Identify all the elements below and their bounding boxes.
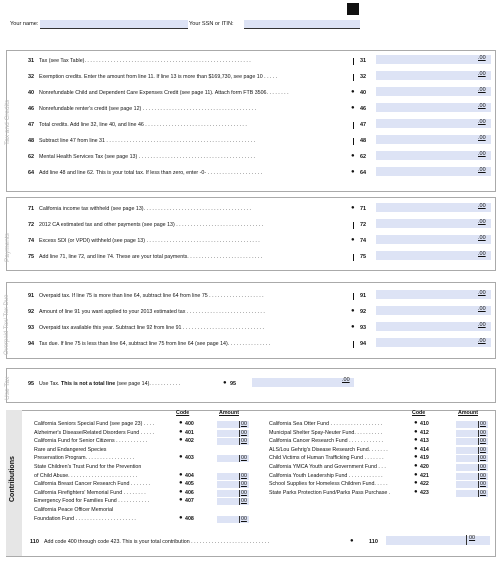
line-71-text: California income tax withheld (see page 13). . . . . . . . . . . . . . . . . . . . . . . . . . . . . . . . . . . . . — [39, 206, 251, 212]
tax-section-title: Tax and Credits — [4, 99, 11, 145]
bullet-icon: ● — [223, 380, 227, 386]
line-47-amount: .00 — [478, 119, 486, 125]
bullet-icon: ● — [351, 105, 355, 111]
contribution-amount: 00 — [480, 472, 486, 479]
contribution-code: 410 — [420, 421, 429, 427]
contribution-divider — [239, 455, 240, 462]
line-92-amount-field[interactable] — [376, 306, 491, 315]
line-47-number: 47 — [28, 122, 35, 128]
line-93-number: 93 — [28, 325, 35, 331]
bullet-icon: ● — [351, 237, 355, 243]
bullet-icon: ● — [414, 437, 418, 444]
ssn-label: Your SSN or ITIN: — [189, 21, 234, 27]
line-72-amount-field[interactable] — [376, 219, 491, 228]
contribution-name: State Parks Protection Fund/Parks Pass Purchase . — [269, 489, 391, 496]
bullet-icon: ● — [179, 420, 183, 426]
divider-bar-icon — [353, 254, 354, 261]
contribution-name: Preservation Program. . . . . . . . . . . . . . . . . — [34, 455, 135, 462]
line-46-amount: .00 — [478, 103, 486, 109]
line-62-text: Mental Health Services Tax (see page 13) . . . . . . . . . . . . . . . . . . . . . . . . . . . . . . . . . . . . . . . . — [39, 154, 255, 160]
contribution-code: 419 — [420, 455, 429, 462]
line-95-amount-field[interactable] — [252, 378, 354, 387]
line-110-text: Add code 400 through code 423. This is your total contribution . . . . . . . . . . . . . . . . . . . . . . . . . . . — [44, 539, 270, 545]
bullet-icon: ● — [179, 497, 183, 504]
divider-bar-icon — [353, 222, 354, 229]
contribution-name: California Youth Leadership Fund . . . . . . . . . . . . — [269, 472, 383, 479]
contribution-amount: 00 — [241, 481, 247, 488]
line-71-ref: 71 — [360, 206, 367, 212]
line-71-amount-field[interactable] — [376, 203, 491, 212]
line-64-number: 64 — [28, 170, 35, 176]
contribution-code: 413 — [420, 438, 429, 445]
contribution-code: 406 — [185, 489, 194, 496]
line-110-ref: 110 — [369, 539, 378, 545]
contribution-name: California Firefighters' Memorial Fund . . . . . . . . — [34, 489, 146, 496]
line-91-amount: .00 — [478, 290, 486, 296]
contribution-amount: 00 — [241, 515, 247, 522]
line-32-text: Exemption credits. Enter the amount from line 11. If line 13 is more than $169,730, see page 10 . . . . . — [39, 74, 278, 80]
line-46-amount-field[interactable] — [376, 103, 491, 112]
contribution-name: California Sea Otter Fund . . . . . . . . . . . . . . . . . . — [269, 421, 383, 427]
contribution-divider — [478, 447, 479, 454]
right-amount-header: Amount — [458, 410, 479, 416]
contribution-divider — [478, 421, 479, 428]
bullet-icon: ● — [414, 463, 418, 469]
line-64-amount: .00 — [478, 167, 486, 173]
bullet-icon: ● — [351, 89, 355, 95]
line-95-ref: 95 — [230, 381, 237, 387]
contribution-code: 423 — [420, 489, 429, 496]
line-40-text: Nonrefundable Child and Dependent Care Expenses Credit (see page 11). Attach form FTB 3506. . . . . . . . — [39, 90, 289, 96]
bullet-icon: ● — [351, 153, 355, 159]
contribution-divider — [478, 455, 479, 462]
contribution-name: California Seniors Special Fund (see page 23) . . . . — [34, 421, 155, 427]
bullet-icon: ● — [179, 480, 183, 487]
contribution-name: State Children's Trust Fund for the Prevention — [34, 464, 142, 470]
contribution-divider — [239, 421, 240, 428]
line-95-text-a: Use Tax. — [39, 381, 60, 387]
bullet-icon: ● — [350, 538, 354, 544]
line-31-ref: 31 — [360, 58, 367, 64]
line-62-amount-field[interactable] — [376, 151, 491, 160]
contribution-amount: 00 — [241, 498, 247, 505]
contribution-name: Municipal Shelter Spay-Neuter Fund. . . . . . . . . . — [269, 429, 383, 436]
contribution-name: ALS/Lou Gehrig's Disease Research Fund. . . . . . . — [269, 446, 388, 453]
line-72-text: 2012 CA estimated tax and other payments (see page 13) . . . . . . . . . . . . . . . . . . . . . . . . . . . . . . — [39, 222, 264, 228]
contribution-name: California Breast Cancer Research Fund . . . . . . . — [34, 481, 150, 488]
line-95-text — [39, 381, 180, 388]
contribution-code: 408 — [185, 515, 194, 522]
payments-section-title: Payments — [4, 233, 11, 262]
bullet-icon: ● — [414, 480, 418, 487]
contribution-divider — [239, 498, 240, 505]
line-40-number: 40 — [28, 90, 35, 96]
line-74-ref: 74 — [360, 238, 367, 244]
contribution-name: California Fund for Senior Citizens . . . . . . . . . . . — [34, 438, 148, 445]
contribution-amount: 00 — [480, 489, 486, 496]
contribution-name: California Peace Officer Memorial — [34, 507, 114, 513]
left-amount-header: Amount — [219, 410, 240, 416]
barcode-square — [347, 3, 359, 15]
line-75-ref: 75 — [360, 254, 367, 260]
contribution-divider — [478, 473, 479, 480]
contributions-title: Contributions — [9, 456, 16, 502]
bullet-icon: ● — [179, 471, 183, 478]
contribution-divider — [478, 438, 479, 445]
line-91-ref: 91 — [360, 293, 367, 299]
use-tax-section-title: Use Tax — [4, 376, 11, 400]
contribution-divider — [239, 473, 240, 480]
contribution-code: 407 — [185, 498, 194, 505]
contribution-name: Foundation Fund . . . . . . . . . . . . . . . . . . . . . — [34, 515, 136, 522]
line-47-text: Total credits. Add line 32, line 40, and line 46 . . . . . . . . . . . . . . . . . . . . . . . . . . . . . . . . . . . — [39, 122, 247, 128]
contribution-divider — [478, 481, 479, 488]
contribution-divider — [239, 430, 240, 437]
line-94-ref: 94 — [360, 341, 367, 347]
bullet-icon: ● — [179, 488, 183, 495]
overpaid-section-title: Overpaid Tax/ Tax Due — [4, 294, 10, 355]
divider-bar-icon — [353, 293, 354, 300]
line-110-divider — [466, 535, 467, 545]
line-46-text: Nonrefundable renter's credit (see page 12) . . . . . . . . . . . . . . . . . . . . . . . . . . . . . . . . . . . . . . . — [39, 106, 257, 112]
line-48-amount-field[interactable] — [376, 135, 491, 144]
line-94-number: 94 — [28, 341, 35, 347]
line-64-text: Add line 48 and line 62. This is your total tax. If less than zero, enter -0- . . . . . . . . . . . . . . . . . . . — [39, 170, 263, 176]
bullet-icon: ● — [351, 205, 355, 211]
line-74-number: 74 — [28, 238, 35, 244]
contribution-code: 412 — [420, 429, 429, 436]
bullet-icon: ● — [179, 428, 183, 435]
line-40-amount-field[interactable] — [376, 87, 491, 96]
bullet-icon: ● — [414, 420, 418, 426]
line-48-ref: 48 — [360, 138, 367, 144]
bullet-icon: ● — [179, 514, 183, 521]
line-75-amount-field[interactable] — [376, 251, 491, 260]
line-71-amount: .00 — [478, 203, 486, 209]
contribution-name: Child Victims of Human Trafficking Fund . . . . . . . — [269, 455, 384, 462]
bullet-icon: ● — [351, 324, 355, 330]
contribution-amount: 00 — [241, 489, 247, 496]
line-72-amount: .00 — [478, 219, 486, 225]
line-93-text: Overpaid tax available this year. Subtract line 92 from line 91 . . . . . . . . . . . . . . . . . . . . . . . . . . . . — [39, 325, 264, 331]
line-46-ref: 46 — [360, 106, 367, 112]
contribution-name: California YMCA Youth and Government Fund . . . — [269, 464, 386, 470]
bullet-icon: ● — [414, 445, 418, 452]
contribution-name: of Child Abuse. . . . . . . . . . . . . . . . . . . . . . . . — [34, 472, 138, 479]
contribution-amount: 00 — [241, 429, 247, 436]
line-72-ref: 72 — [360, 222, 367, 228]
contribution-code: 401 — [185, 429, 194, 436]
ssn-field[interactable] — [244, 20, 360, 28]
line-74-amount: .00 — [478, 235, 486, 241]
contribution-divider — [239, 490, 240, 497]
contribution-code: 414 — [420, 446, 429, 453]
bullet-icon: ● — [414, 471, 418, 478]
contribution-divider — [478, 464, 479, 471]
divider-bar-icon — [353, 341, 354, 348]
line-74-amount-field[interactable] — [376, 235, 491, 244]
line-47-amount-field[interactable] — [376, 119, 491, 128]
line-92-ref: 92 — [360, 309, 367, 315]
contribution-code: 405 — [185, 481, 194, 488]
line-32-amount-field[interactable] — [376, 71, 491, 80]
line-92-number: 92 — [28, 309, 35, 315]
ssn-underline — [244, 28, 360, 29]
right-code-header: Code — [412, 410, 426, 416]
line-93-amount: .00 — [478, 322, 486, 328]
contribution-amount: 00 — [480, 438, 486, 445]
line-93-amount-field[interactable] — [376, 322, 491, 331]
contribution-divider — [239, 516, 240, 523]
contribution-amount: 00 — [241, 472, 247, 479]
divider-bar-icon — [353, 138, 354, 145]
line-48-amount: .00 — [478, 135, 486, 141]
line-110-number: 110 — [30, 539, 39, 545]
line-48-text: Subtract line 47 from line 31 . . . . . . . . . . . . . . . . . . . . . . . . . . . . . . . . . . . . . . . . . . . . . . . . . . . — [39, 138, 256, 144]
line-31-text: Tax (see Tax Table). . . . . . . . . . . . . . . . . . . . . . . . . . . . . . . . . . . . . . . . . . . . . . . . . . . . . . . . . — [39, 58, 251, 64]
divider-bar-icon — [353, 58, 354, 65]
contribution-code: 422 — [420, 481, 429, 488]
contribution-name: Rare and Endangered Species — [34, 446, 107, 453]
contribution-divider — [478, 430, 479, 437]
contribution-name: California Cancer Research Fund . . . . . . . . . . . . — [269, 438, 383, 445]
line-40-ref: 40 — [360, 90, 367, 96]
contribution-divider — [239, 481, 240, 488]
line-92-amount: .00 — [478, 306, 486, 312]
contribution-divider — [478, 490, 479, 497]
line-62-number: 62 — [28, 154, 35, 160]
line-62-ref: 62 — [360, 154, 367, 160]
contribution-code: 403 — [185, 455, 194, 462]
bullet-icon: ● — [414, 454, 418, 461]
bullet-icon: ● — [414, 428, 418, 435]
line-91-text: Overpaid tax. If line 75 is more than line 64, subtract line 64 from line 75 . . . . . . . . . . . . . . . . . . . — [39, 293, 264, 299]
line-48-number: 48 — [28, 138, 35, 144]
left-code-header: Code — [176, 410, 190, 416]
contribution-code: 402 — [185, 438, 194, 445]
line-95-text-b: This is not a total line — [61, 381, 116, 387]
line-32-ref: 32 — [360, 74, 367, 80]
line-75-number: 75 — [28, 254, 35, 260]
name-underline — [40, 28, 188, 29]
line-95-number: 95 — [28, 381, 35, 387]
divider-bar-icon — [353, 122, 354, 129]
line-75-text: Add line 71, line 72, and line 74. These are your total payments. . . . . . . . . . . . . . . . . . . . . . . . . . — [39, 254, 263, 260]
contribution-code: 400 — [185, 421, 194, 427]
contribution-code: 421 — [420, 472, 429, 479]
contribution-name: Emergency Food for Families Fund . . . . . . . . . . . — [34, 498, 150, 505]
bullet-icon: ● — [179, 437, 183, 444]
contribution-amount: 00 — [480, 421, 486, 427]
line-92-text: Amount of line 91 you want applied to your 2013 estimated tax . . . . . . . . . . . . . . . . . . . . . . . . . . . — [39, 309, 265, 315]
line-32-amount: .00 — [478, 71, 486, 77]
line-93-ref: 93 — [360, 325, 367, 331]
bullet-icon: ● — [351, 308, 355, 314]
line-46-number: 46 — [28, 106, 35, 112]
contribution-amount: 00 — [480, 464, 486, 470]
line-32-number: 32 — [28, 74, 35, 80]
contribution-divider — [239, 438, 240, 445]
line-91-number: 91 — [28, 293, 35, 299]
line-31-amount-field[interactable] — [376, 55, 491, 64]
contribution-amount: 00 — [480, 455, 486, 462]
name-field[interactable] — [40, 20, 188, 28]
name-label: Your name: — [10, 21, 39, 27]
line-47-ref: 47 — [360, 122, 367, 128]
line-94-text: Tax due. If line 75 is less than line 64, subtract line 75 from line 64 (see page 14). . . . . . . . . . . . . . . — [39, 341, 271, 347]
contribution-amount: 00 — [480, 429, 486, 436]
line-64-ref: 64 — [360, 170, 367, 176]
divider-bar-icon — [353, 74, 354, 81]
line-75-amount: .00 — [478, 251, 486, 257]
bullet-icon: ● — [179, 454, 183, 461]
line-72-number: 72 — [28, 222, 35, 228]
line-40-amount: .00 — [478, 87, 486, 93]
line-95-text-c: (see page 14). . . . . . . . . . . — [116, 381, 181, 387]
line-71-number: 71 — [28, 206, 35, 212]
contribution-code: 420 — [420, 464, 429, 470]
line-74-text: Excess SDI (or VPDI) withheld (see page 13) . . . . . . . . . . . . . . . . . . . . . . . . . . . . . . . . . . . . . . . — [39, 238, 260, 244]
contribution-amount: 00 — [480, 446, 486, 453]
line-95-amount: .00 — [342, 377, 350, 383]
contribution-amount: 00 — [241, 455, 247, 462]
contribution-amount: 00 — [480, 481, 486, 488]
line-31-amount: .00 — [478, 55, 486, 61]
contribution-amount: 00 — [241, 438, 247, 445]
line-62-amount: .00 — [478, 151, 486, 157]
contribution-name: School Supplies for Homeless Children Fund. . . . . — [269, 481, 388, 488]
bullet-icon: ● — [414, 488, 418, 495]
line-94-amount-field[interactable] — [376, 338, 491, 347]
contribution-code: 404 — [185, 472, 194, 479]
line-91-amount-field[interactable] — [376, 290, 491, 299]
line-110-amount: 00 — [469, 535, 476, 541]
contribution-name: Alzheimer's Disease/Related Disorders Fund . . . . . — [34, 429, 154, 436]
contribution-amount: 00 — [241, 421, 247, 427]
line-64-amount-field[interactable] — [376, 167, 491, 176]
bullet-icon: ● — [351, 169, 355, 175]
line-94-amount: .00 — [478, 338, 486, 344]
line-31-number: 31 — [28, 58, 35, 64]
